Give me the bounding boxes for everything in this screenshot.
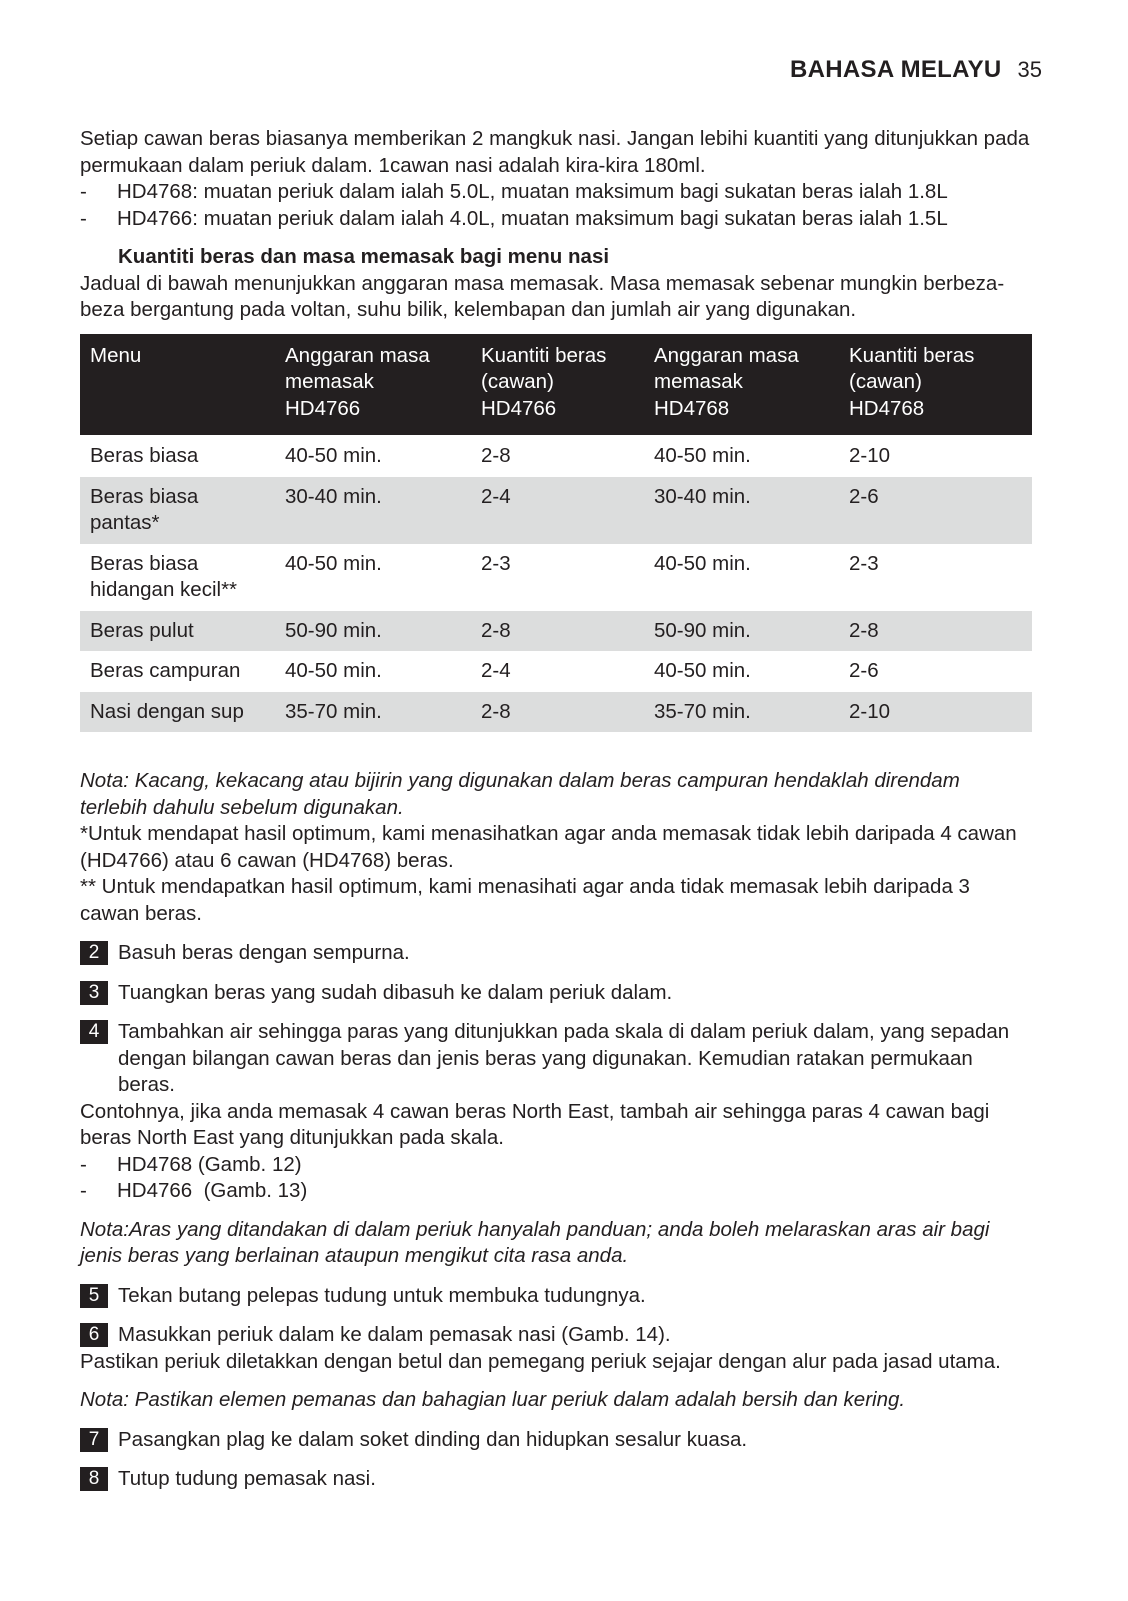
note-heating-element: Nota: Pastikan elemen pemanas dan bahagian luar periuk dalam adalah bersih dan kering. xyxy=(80,1388,906,1411)
footnote-double-asterisk: ** Untuk mendapatkan hasil optimum, kami menasihati agar anda tidak memasak lebih daripada 3 cawan beras. xyxy=(80,875,970,925)
footnote-single-asterisk: *Untuk mendapat hasil optimum, kami menasihatkan agar anda memasak tidak lebih daripada 4 cawan (HD4766) atau 6 cawan (HD4768) beras. xyxy=(80,822,1017,872)
step-2 xyxy=(80,940,1030,967)
bullet-text: HD4766 (Gamb. 13) xyxy=(117,1179,308,1202)
cell-time-hd4766: 50-90 min. xyxy=(275,611,471,652)
cell-menu: Nasi dengan sup xyxy=(80,692,275,733)
header-qty-hd4766: Kuantiti beras (cawan) HD4766 xyxy=(471,334,644,436)
section-paragraph: Jadual di bawah menunjukkan anggaran masa memasak. Masa memasak sebenar mungkin berbeza-beza bergantung pada voltan, suhu bilik, kelembapan dan jumlah air yang digunakan. xyxy=(80,271,1005,321)
step-5 xyxy=(80,1283,1030,1310)
step-number: 7 xyxy=(80,1428,108,1452)
step-number: 4 xyxy=(80,1020,108,1044)
header-time-hd4766: Anggaran masa memasak HD4766 xyxy=(275,334,471,436)
cell-qty-hd4768: 2-8 xyxy=(839,611,1032,652)
bullet-item: - HD4766 (Gamb. 13) xyxy=(80,1178,1030,1205)
cell-menu: Beras biasa hidangan kecil** xyxy=(90,551,238,601)
step-text: Pasangkan plag ke dalam soket dinding dan hidupkan sesalur kuasa. xyxy=(118,1427,748,1451)
cell-qty-hd4768: 2-10 xyxy=(849,444,891,467)
cell-qty-hd4766: 2-4 xyxy=(481,659,511,682)
cell-time-hd4768: 40-50 min. xyxy=(654,551,751,575)
table-row xyxy=(80,611,1032,652)
page-number: 35 xyxy=(1017,57,1042,82)
cell-qty-hd4766: 2-8 xyxy=(471,611,644,652)
cell-time-hd4768: 50-90 min. xyxy=(644,611,839,652)
cell-qty-hd4768: 2-3 xyxy=(849,551,879,575)
step-text: Tuangkan beras yang sudah dibasuh ke dalam periuk dalam. xyxy=(118,980,673,1004)
cell-qty-hd4766: 2-8 xyxy=(481,444,511,467)
header-menu: Menu xyxy=(80,334,275,436)
table-header-row xyxy=(80,334,1032,436)
cell-qty-hd4766: 2-3 xyxy=(481,551,511,575)
cell-menu: Beras biasa xyxy=(90,444,199,467)
step-8 xyxy=(80,1466,1030,1493)
cell-time-hd4768: 35-70 min. xyxy=(644,692,839,733)
table-row xyxy=(80,435,1032,477)
cell-time-hd4768: 40-50 min. xyxy=(654,659,751,682)
step-number: 5 xyxy=(80,1284,108,1308)
cell-time-hd4766: 30-40 min. xyxy=(275,477,471,544)
step-text: Tambahkan air sehingga paras yang ditunjukkan pada skala di dalam periuk dalam, yang sepadan dengan bilangan cawan beras dan jenis beras yang digunakan. Kemudian ratakan permukaan beras. xyxy=(118,1020,1010,1096)
table-row xyxy=(80,692,1032,733)
cell-time-hd4768: 40-50 min. xyxy=(654,444,751,467)
cell-qty-hd4768: 2-6 xyxy=(839,477,1032,544)
step-6 xyxy=(80,1322,1030,1349)
cell-time-hd4766: 35-70 min. xyxy=(275,692,471,733)
intro-paragraph: Setiap cawan beras biasanya memberikan 2 mangkuk nasi. Jangan lebihi kuantiti yang ditunjukkan pada permukaan dalam periuk dalam. 1cawan nasi adalah kira-kira 180ml. xyxy=(80,127,1030,177)
step-text: Tutup tudung pemasak nasi. xyxy=(118,1467,376,1490)
step-number: 2 xyxy=(80,941,108,965)
step-4 xyxy=(80,1019,1030,1099)
table-row xyxy=(80,544,1032,611)
language-heading: BAHASA MELAYU xyxy=(790,56,1002,83)
header-qty-hd4768: Kuantiti beras (cawan) HD4768 xyxy=(839,334,1032,436)
cell-qty-hd4766: 2-4 xyxy=(471,477,644,544)
cell-qty-hd4768: 2-6 xyxy=(849,659,879,682)
step-4-example: Contohnya, jika anda memasak 4 cawan beras North East, tambah air sehingga paras 4 cawan bagi beras North East yang ditunjukkan pada skala. xyxy=(80,1099,990,1149)
bullet-item: - HD4768 (Gamb. 12) xyxy=(80,1152,1030,1179)
cell-menu: Beras biasa pantas* xyxy=(80,477,275,544)
cell-time-hd4768: 30-40 min. xyxy=(644,477,839,544)
table-row xyxy=(80,651,1032,692)
step-3 xyxy=(80,980,1030,1007)
step-text: Basuh beras dengan sempurna. xyxy=(118,941,410,964)
bullet-text: HD4768: muatan periuk dalam ialah 5.0L, muatan maksimum bagi sukatan beras ialah 1.8L xyxy=(117,180,948,203)
bullet-item: - HD4768: muatan periuk dalam ialah 5.0L, muatan maksimum bagi sukatan beras ialah 1.8L xyxy=(80,179,1030,206)
cooking-time-table xyxy=(80,334,1032,733)
cell-qty-hd4768: 2-10 xyxy=(839,692,1032,733)
cell-time-hd4766: 40-50 min. xyxy=(285,659,382,682)
page-content xyxy=(80,126,1030,1493)
bullet-text: HD4766: muatan periuk dalam ialah 4.0L, muatan maksimum bagi sukatan beras ialah 1.5L xyxy=(117,206,948,230)
cell-menu: Beras pulut xyxy=(80,611,275,652)
step-text: Masukkan periuk dalam ke dalam pemasak nasi (Gamb. 14). xyxy=(118,1323,671,1346)
bullet-item: - HD4766: muatan periuk dalam ialah 4.0L, muatan maksimum bagi sukatan beras ialah 1.5L xyxy=(80,206,1030,233)
step-number: 6 xyxy=(80,1323,108,1347)
step-6-detail: Pastikan periuk diletakkan dengan betul dan pemegang periuk sejajar dengan alur pada jasad utama. xyxy=(80,1349,1001,1373)
note-water-level: Nota:Aras yang ditandakan di dalam periuk hanyalah panduan; anda boleh melaraskan aras air bagi jenis beras yang berlainan ataupun mengikut cita rasa anda. xyxy=(80,1217,990,1267)
note-soaking: Nota: Kacang, kekacang atau bijirin yang digunakan dalam beras campuran hendaklah direndam terlebih dahulu sebelum digunakan. xyxy=(80,769,960,819)
step-7 xyxy=(80,1427,1030,1454)
step-number: 8 xyxy=(80,1467,108,1491)
cell-time-hd4766: 40-50 min. xyxy=(285,444,382,467)
cell-menu: Beras campuran xyxy=(90,659,241,682)
header-time-hd4768: Anggaran masa memasak HD4768 xyxy=(644,334,839,436)
bullet-text: HD4768 (Gamb. 12) xyxy=(117,1152,302,1176)
step-text: Tekan butang pelepas tudung untuk membuka tudungnya. xyxy=(118,1283,646,1307)
section-heading: Kuantiti beras dan masa memasak bagi menu nasi xyxy=(118,245,610,268)
cell-time-hd4766: 40-50 min. xyxy=(285,551,382,575)
cell-qty-hd4766: 2-8 xyxy=(471,692,644,733)
table-row xyxy=(80,477,1032,544)
step-number: 3 xyxy=(80,981,108,1005)
page-header xyxy=(790,56,1042,84)
